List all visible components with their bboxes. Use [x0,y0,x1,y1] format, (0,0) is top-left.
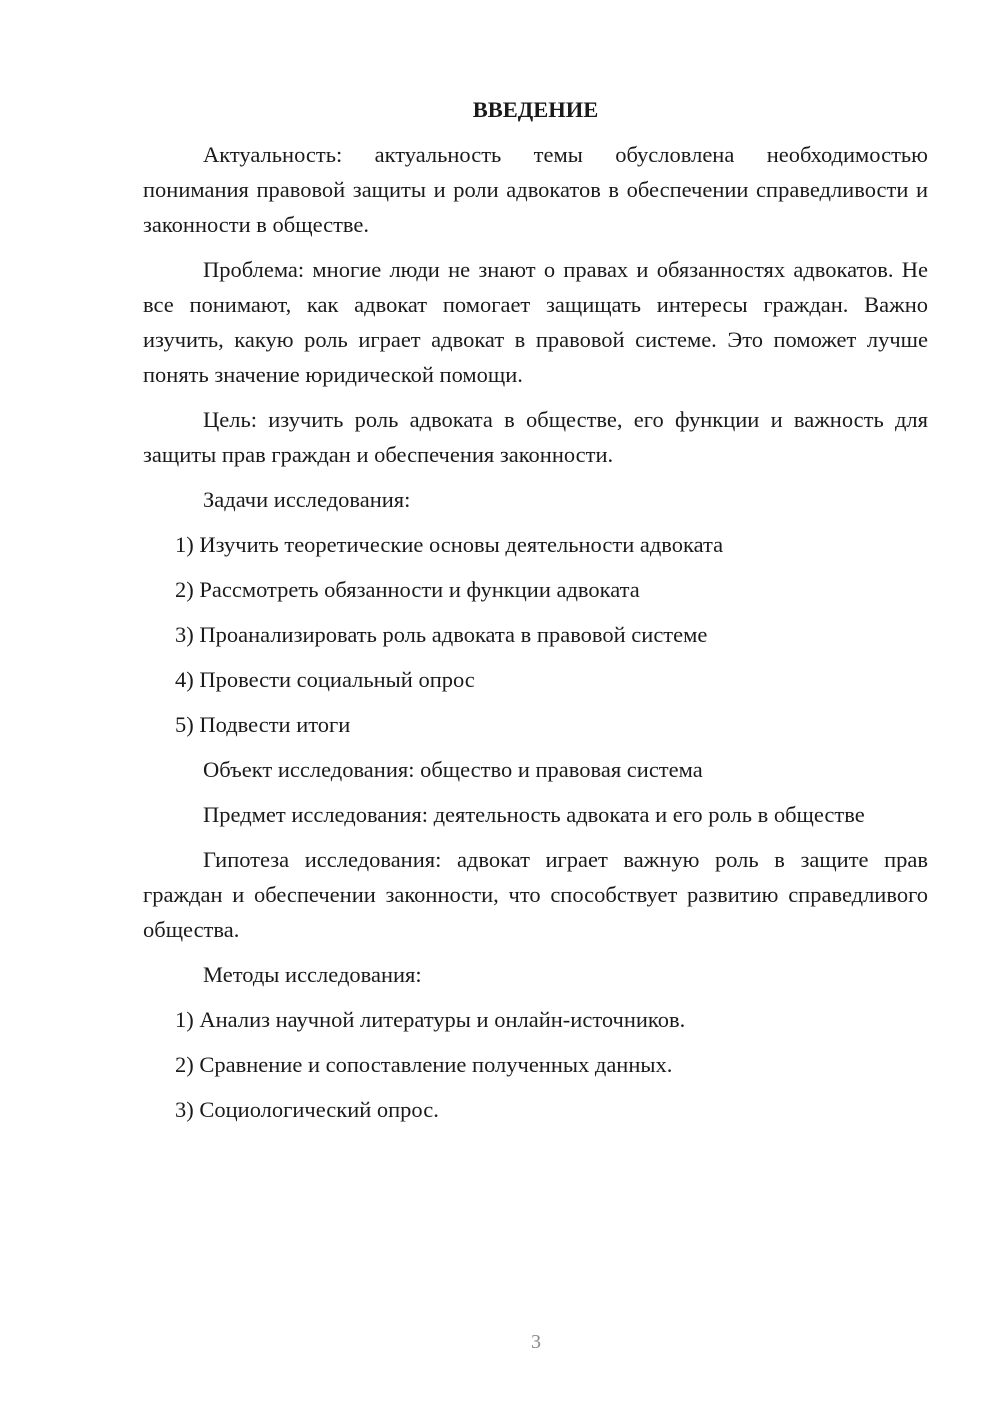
methods-list [143,1002,928,1127]
method-item: 3) Социологический опрос. [175,1097,439,1122]
method-item: 2) Сравнение и сопоставление полученных данных. [175,1052,673,1077]
methods-label: Методы исследования: [203,962,422,987]
tasks-list [143,527,928,742]
tasks-label: Задачи исследования: [203,487,411,512]
section-title: ВВЕДЕНИЕ [472,97,599,122]
task-item: 5) Подвести итоги [175,712,351,737]
document-page [143,92,928,1137]
goal-paragraph: Цель: изучить роль адвоката в обществе, его функции и важность для защиты прав граждан и обеспечения законности. [143,407,928,467]
task-item: 4) Провести социальный опрос [175,667,475,692]
object-paragraph: Объект исследования: общество и правовая система [203,757,703,782]
task-item: 1) Изучить теоретические основы деятельности адвоката [175,532,724,557]
problem-paragraph: Проблема: многие люди не знают о правах и обязанностях адвокатов. Не все понимают, как адвокат помогает защищать интересы граждан. Важно изучить, какую роль играет адвокат в правовой системе. Это поможет лучше понять значение юридической помощи. [143,257,928,387]
relevance-paragraph: Актуальность: актуальность темы обусловлена необходимостью понимания правовой защиты и роли адвокатов в обеспечении справедливости и законности в обществе. [143,142,928,237]
method-item: 1) Анализ научной литературы и онлайн-источников. [175,1007,686,1032]
task-item: 2) Рассмотреть обязанности и функции адвоката [175,577,640,602]
subject-paragraph: Предмет исследования: деятельность адвоката и его роль в обществе [203,802,865,827]
task-item: 3) Проанализировать роль адвоката в правовой системе [175,622,708,647]
hypothesis-paragraph: Гипотеза исследования: адвокат играет важную роль в защите прав граждан и обеспечении законности, что способствует развитию справедливого общества. [143,847,928,942]
page-number: 3 [531,1331,541,1353]
